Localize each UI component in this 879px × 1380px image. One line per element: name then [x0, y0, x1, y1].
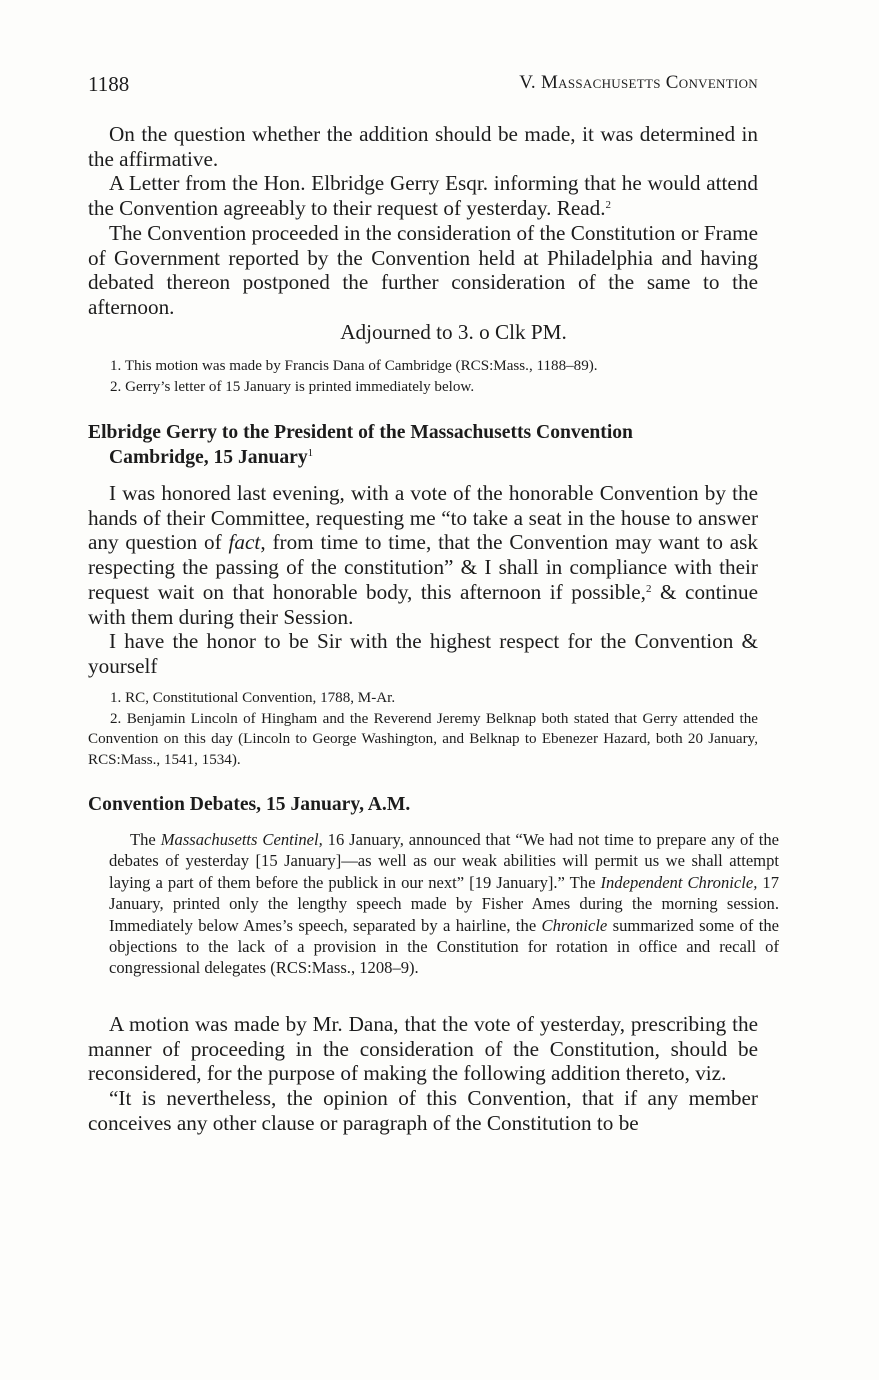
footnote-ref: 2 [645, 582, 652, 595]
footnote: 1. This motion was made by Francis Dana of Cambridge (RCS:Mass., 1188–89). [110, 358, 598, 374]
adjournment-line: Adjourned to 3. o Clk PM. [340, 319, 567, 344]
footnote: 2. Benjamin Lincoln of Hingham and the Reverend Jeremy Belknap both stated that Gerry attended the Convention on this day (Lincoln to George Washington, and Belknap to Ebenezer Hazard, both 20 January, RCS:Mass., 1541, 1534). [88, 710, 758, 768]
paragraph: “It is nevertheless, the opinion of this Convention, that if any member conceives any other clause or paragraph of the Constitution to be [88, 1086, 758, 1135]
paragraph: A Letter from the Hon. Elbridge Gerry Esqr. informing that he would attend the Convention agreeably to their request of yesterday. Read.$^2$ [88, 171, 758, 221]
paragraph: On the question whether the addition should be made, it was determined in the affirmative. [88, 122, 758, 171]
paragraph: The Convention proceeded in the consideration of the Constitution or Frame of Government reported by the Convention held at Philadelphia and having debated thereon postponed the further consideration of the same to the afternoon. [88, 220, 758, 319]
headnote-paragraph: The Massachusetts Centinel, 16 January, announced that “We had not time to prepare any of the debates of yesterday [15 January]—as well as our weak abilities will permit us we shall attempt laying a part of them before the publick in our next” [19 January].” The Independent Chronicle, 17 January, printed only the lengthy speech made by Fisher Ames during the morning session. Immediately below Ames’s speech, separated by a hairline, the Chronicle summarized some of the objections to the lack of a provision in the Constitution for rotation in office and recall of congressional delegates (RCS:Mass., 1208–9). [109, 830, 779, 978]
letter-footnotes [88, 688, 758, 770]
paragraph: A motion was made by Mr. Dana, that the vote of yesterday, prescribing the manner of proceeding in the consideration of the Constitution, should be reconsidered, for the purpose of making the following addition thereto, viz. [88, 1012, 758, 1086]
italic-text: Chronicle [541, 915, 608, 935]
italic-text: Massachusetts Centinel, [160, 830, 323, 849]
italic-text: Independent Chronicle, [600, 872, 758, 892]
paragraph: I have the honor to be Sir with the highest respect for the Convention & yourself [88, 629, 758, 678]
footnote: 2. Gerry’s letter of 15 January is printed immediately below. [110, 378, 475, 395]
paragraph: I was honored last evening, with a vote of the honorable Convention by the hands of their Committee, requesting me “to take a seat in the house to answer any question of fact, from time to time, that the Convention may want to ask respecting the passing of the constitution” & I shall in compliance with their request wait on that honorable body, this afternoon if possible,$^2$ & continue with them during their Session. [88, 481, 759, 629]
section1-footnotes [88, 356, 758, 397]
heading-line: Elbridge Gerry to the President of the Massachusetts Convention [88, 422, 633, 443]
running-section-title: V. Massachusetts Convention [519, 72, 758, 93]
footnote-ref: 2 [605, 199, 612, 212]
running-head [88, 72, 758, 100]
editorial-headnote [88, 829, 800, 979]
italic-text: fact [228, 530, 261, 555]
letter-heading [88, 420, 758, 470]
debates-body [88, 1012, 758, 1136]
debates-heading: Convention Debates, 15 January, A.M. [88, 794, 411, 815]
footnote-ref: 1 [307, 447, 314, 459]
heading-line: Cambridge, 15 January$^1$ [109, 447, 314, 468]
page-number: 1188 [88, 72, 130, 96]
footnote: 1. RC, Constitutional Convention, 1788, M-Ar. [110, 690, 396, 706]
section1-body [88, 122, 758, 344]
letter-body [88, 481, 758, 679]
